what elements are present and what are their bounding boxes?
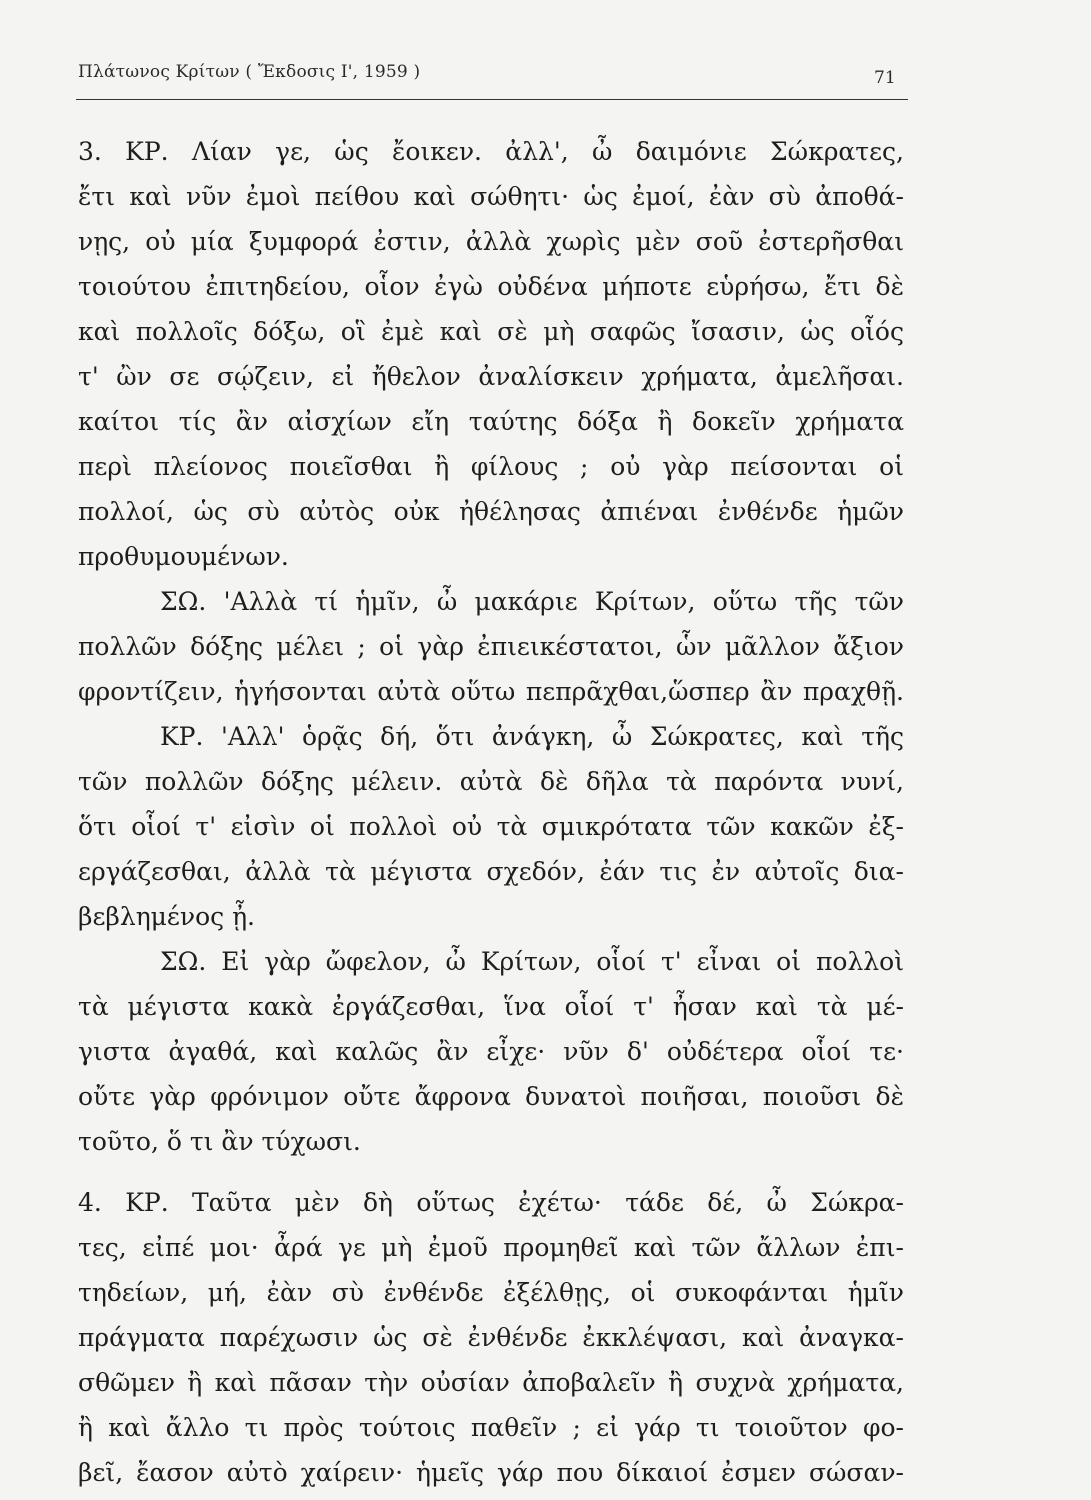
text-line: ἢ καὶ ἄλλο τι πρὸς τούτοις παθεῖν ; εἰ γάρ τι τοιοῦτον φο-: [78, 1413, 904, 1442]
text-line: περὶ πλείονος ποιεῖσθαι ἢ φίλους ; οὐ γὰρ πείσονται οἱ: [78, 452, 904, 481]
text-line: τοιούτου ἐπιτηδείου, οἷον ἐγὼ οὐδένα μήποτε εὑρήσω, ἔτι δὲ: [78, 272, 904, 301]
text-line: εργάζεσθαι, ἀλλὰ τὰ μέγιστα σχεδόν, ἐάν τις ἐν αὐτοῖς δια-: [78, 857, 904, 886]
text-line: 4. ΚΡ. Ταῦτα μὲν δὴ οὕτως ἐχέτω· τάδε δέ, ὦ Σώκρα-: [78, 1188, 904, 1217]
text-line: ὅτι οἷοί τ' εἰσὶν οἱ πολλοὶ οὐ τὰ σμικρότατα τῶν κακῶν ἐξ-: [78, 812, 904, 841]
text-line: πράγματα παρέχωσιν ὡς σὲ ἐνθένδε ἐκκλέψασι, καὶ ἀναγκα-: [78, 1323, 904, 1352]
text-line: φροντίζειν, ἡγήσονται αὐτὰ οὕτω πεπρᾶχθαι,ὥσπερ ἂν πραχθῇ.: [78, 677, 904, 706]
header-rule: [76, 99, 908, 100]
text-line: βεῖ, ἔασον αὐτὸ χαίρειν· ἡμεῖς γάρ που δίκαιοί ἐσμεν σώσαν-: [78, 1458, 904, 1487]
text-line: νῃς, οὐ μία ξυμφορά ἐστιν, ἀλλὰ χωρὶς μὲν σοῦ ἐστερῆσθαι: [78, 227, 904, 256]
text-line: τῶν πολλῶν δόξης μέλειν. αὐτὰ δὲ δῆλα τὰ παρόντα νυνί,: [78, 767, 904, 796]
text-line: τες, εἰπέ μοι· ἆρά γε μὴ ἐμοῦ προμηθεῖ καὶ τῶν ἄλλων ἐπι-: [78, 1233, 904, 1262]
text-line: καὶ πολλοῖς δόξω, οἳ ἐμὲ καὶ σὲ μὴ σαφῶς ἴσασιν, ὡς οἷός: [78, 317, 904, 346]
text-line: βεβλημένος ᾖ.: [78, 902, 256, 931]
text-line: τοῦτο, ὅ τι ἂν τύχωσι.: [78, 1127, 361, 1156]
page-number: 71: [874, 68, 896, 88]
text-line: καίτοι τίς ἂν αἰσχίων εἴη ταύτης δόξα ἢ δοκεῖν χρήματα: [78, 407, 904, 436]
text-line: γιστα ἀγαθά, καὶ καλῶς ἂν εἶχε· νῦν δ' οὐδέτερα οἷοί τε·: [78, 1037, 904, 1066]
running-title: Πλάτωνος Κρίτων ( Ἔκδοσις Ι', 1959 ): [78, 62, 421, 82]
text-line: τ' ὢν σε σῴζειν, εἰ ἤθελον ἀναλίσκειν χρήματα, ἀμελῆσαι.: [78, 362, 904, 391]
text-line: ΣΩ. 'Αλλὰ τί ἡμῖν, ὦ μακάριε Κρίτων, οὕτω τῆς τῶν: [160, 587, 904, 616]
text-line: ἔτι καὶ νῦν ἐμοὶ πείθου καὶ σώθητι· ὡς ἐμοί, ἐὰν σὺ ἀποθά-: [78, 182, 904, 211]
text-line: οὔτε γὰρ φρόνιμον οὔτε ἄφρονα δυνατοὶ ποιῆσαι, ποιοῦσι δὲ: [78, 1082, 904, 1111]
text-line: πολλῶν δόξης μέλει ; οἱ γὰρ ἐπιεικέστατοι, ὧν μᾶλλον ἄξιον: [78, 632, 904, 661]
text-line: ΚΡ. 'Αλλ' ὁρᾷς δή, ὅτι ἀνάγκη, ὦ Σώκρατες, καὶ τῆς: [160, 722, 904, 751]
text-line: τὰ μέγιστα κακὰ ἐργάζεσθαι, ἵνα οἷοί τ' ἦσαν καὶ τὰ μέ-: [78, 992, 904, 1021]
text-line: 3. ΚΡ. Λίαν γε, ὡς ἔοικεν. ἀλλ', ὦ δαιμόνιε Σώκρατες,: [78, 137, 904, 166]
text-line: ΣΩ. Εἰ γὰρ ὤφελον, ὦ Κρίτων, οἷοί τ' εἶναι οἱ πολλοὶ: [160, 947, 904, 976]
text-line: πολλοί, ὡς σὺ αὐτὸς οὐκ ἠθέλησας ἀπιέναι ἐνθένδε ἡμῶν: [78, 497, 904, 526]
text-line: προθυμουμένων.: [78, 542, 289, 571]
text-line: τηδείων, μή, ἐὰν σὺ ἐνθένδε ἐξέλθῃς, οἱ συκοφάνται ἡμῖν: [78, 1278, 904, 1307]
text-line: σθῶμεν ἢ καὶ πᾶσαν τὴν οὐσίαν ἀποβαλεῖν ἢ συχνὰ χρήματα,: [78, 1368, 904, 1397]
